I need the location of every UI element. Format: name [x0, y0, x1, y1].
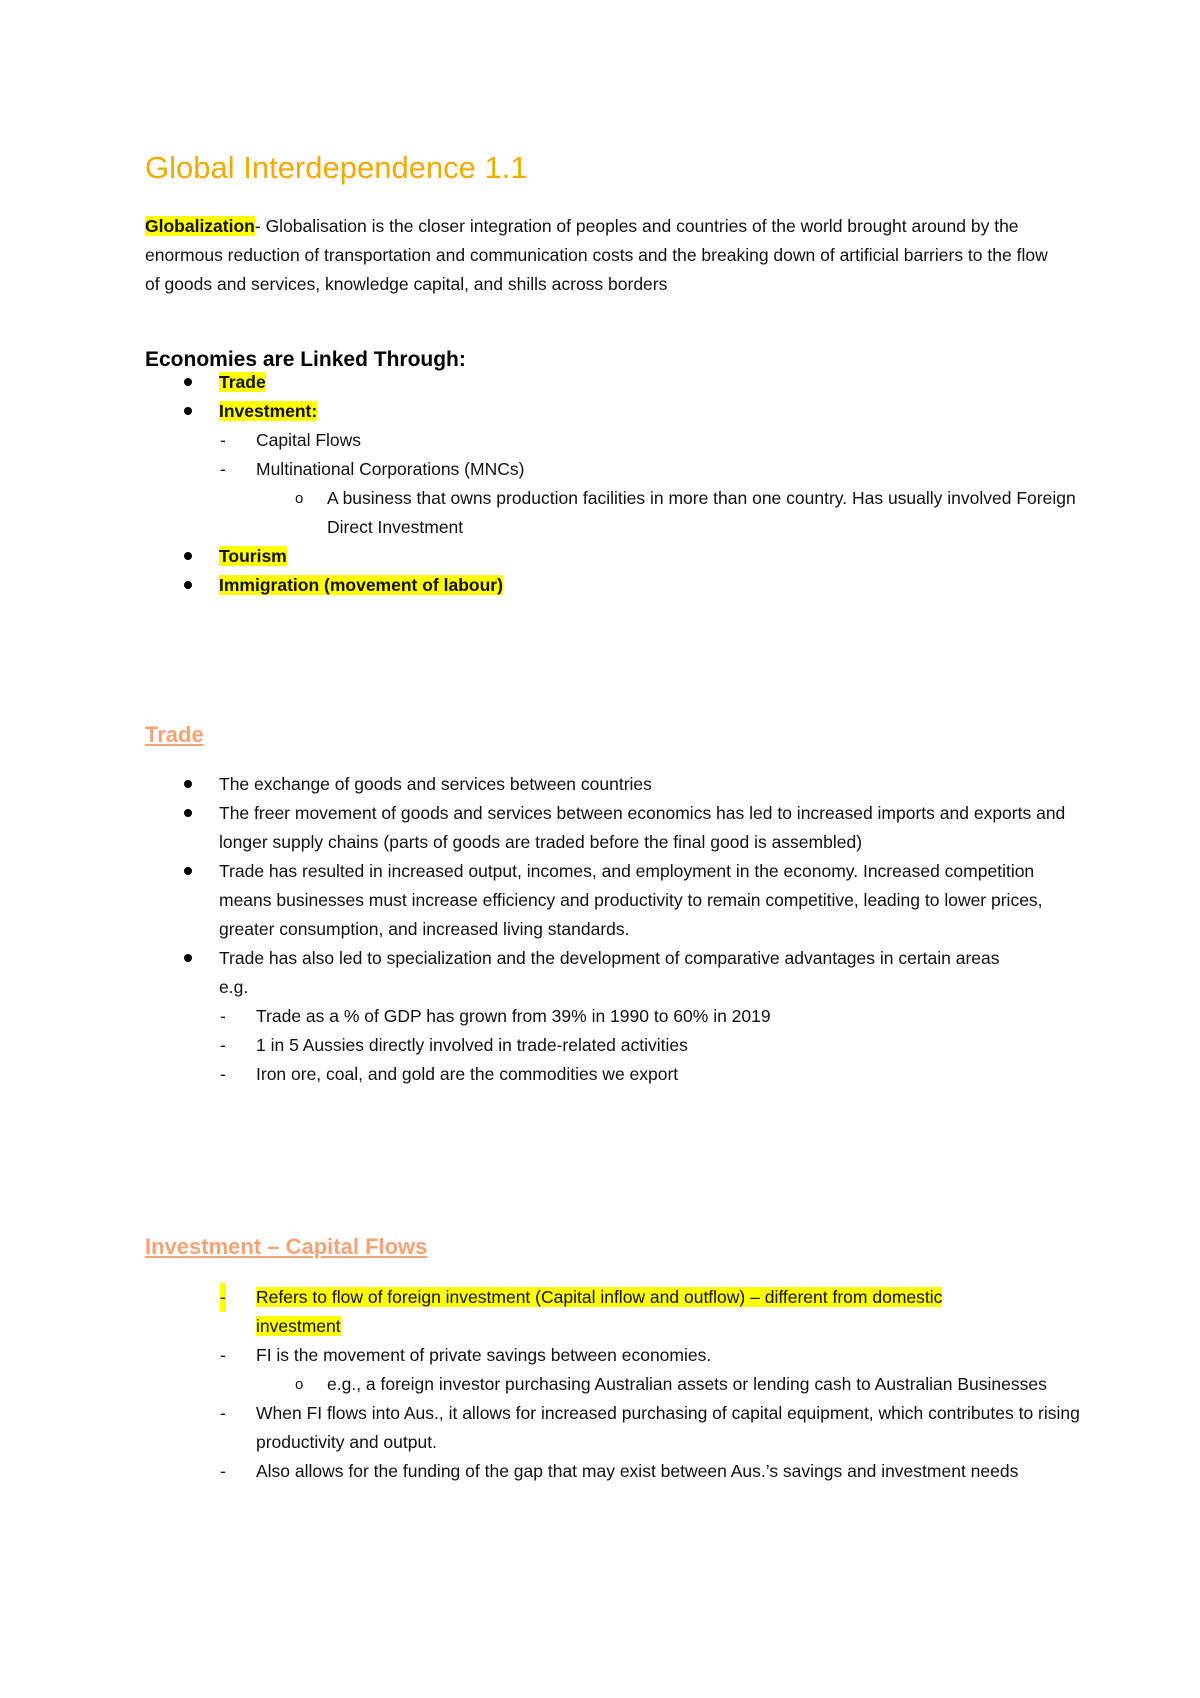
list-item — [145, 571, 1075, 600]
linked-item-mncs: Multinational Corporations (MNCs) — [256, 459, 525, 479]
list-item — [145, 1457, 1036, 1486]
investment-item: Refers to flow of foreign investment (Capital inflow and outflow) – different from domestic investment — [256, 1287, 943, 1336]
dash-marker: - — [220, 1283, 226, 1312]
trade-bullet: The freer movement of goods and services between economics has led to increased imports and exports and longer supply chains (parts of goods are traded before the final good is assembled) — [219, 803, 1066, 852]
dash-marker: - — [220, 1006, 226, 1026]
trade-bullet: The exchange of goods and services between countries — [219, 774, 652, 794]
list-item — [145, 368, 1075, 397]
bullet-icon — [184, 809, 192, 817]
trade-list — [145, 770, 1075, 1089]
list-item — [145, 1370, 1107, 1399]
dash-marker: - — [220, 430, 226, 450]
circle-marker: o — [295, 490, 304, 507]
investment-item: Also allows for the funding of the gap that may exist between Aus.’s savings and investment needs — [256, 1461, 1019, 1481]
list-item — [145, 1060, 1075, 1089]
list-item — [145, 1031, 1075, 1060]
dash-marker: - — [220, 459, 226, 479]
list-item — [145, 455, 1075, 484]
investment-list — [145, 1283, 1080, 1486]
eg-label: e.g. — [219, 977, 249, 997]
globalization-text: - Globalisation is the closer integration of peoples and countries of the world brought around by the enormous reduction of transportation and communication costs and the breaking down of artificial barriers to the flow of goods and services, knowledge capital, and shills across borders — [145, 216, 1048, 294]
list-item — [145, 426, 1075, 455]
page-title: Global Interdependence 1.1 — [145, 150, 528, 185]
globalization-term: Globalization — [145, 216, 255, 236]
dash-marker: - — [220, 1403, 226, 1423]
bullet-icon — [184, 407, 192, 415]
trade-example: 1 in 5 Aussies directly involved in trade-related activities — [256, 1035, 688, 1055]
linked-item-immigration: Immigration (movement of labour) — [219, 575, 503, 595]
linked-item-tourism: Tourism — [219, 546, 287, 566]
dash-marker: - — [220, 1345, 226, 1365]
bullet-icon — [184, 954, 192, 962]
bullet-icon — [184, 780, 192, 788]
list-item — [145, 397, 1075, 426]
trade-bullet: Trade has resulted in increased output, incomes, and employment in the economy. Increased competition means businesses must increase efficiency and productivity to remain competitive, leading to lower prices, greater consumption, and increased living standards. — [219, 861, 1043, 939]
list-item — [145, 799, 1075, 857]
trade-heading: Trade — [145, 722, 204, 747]
list-item — [145, 484, 1107, 542]
list-item — [145, 1341, 1075, 1370]
linked-item-investment: Investment: — [219, 401, 318, 421]
linked-item-mnc-definition: A business that owns production facilities in more than one country. Has usually involved Foreign Direct Investment — [327, 488, 1076, 537]
trade-example: Trade as a % of GDP has grown from 39% in 1990 to 60% in 2019 — [256, 1006, 771, 1026]
investment-item: FI is the movement of private savings between economies. — [256, 1345, 712, 1365]
bullet-icon — [184, 552, 192, 560]
dash-marker: - — [220, 1064, 226, 1084]
investment-heading: Investment – Capital Flows — [145, 1234, 428, 1259]
list-item — [145, 944, 1009, 973]
list-item — [145, 1399, 1086, 1457]
list-item — [145, 1002, 1075, 1031]
list-item — [145, 542, 1075, 571]
investment-example: e.g., a foreign investor purchasing Australian assets or lending cash to Australian Businesses — [327, 1374, 1047, 1394]
circle-marker: o — [295, 1376, 304, 1393]
list-item — [145, 770, 1075, 799]
list-item — [145, 857, 1075, 944]
trade-bullet: Trade has also led to specialization and the development of comparative advantages in certain areas — [219, 948, 1000, 968]
linked-heading: Economies are Linked Through: — [145, 348, 466, 371]
bullet-icon — [184, 867, 192, 875]
linked-list — [145, 368, 1075, 600]
bullet-icon — [184, 581, 192, 589]
bullet-icon — [184, 378, 192, 386]
globalization-definition — [145, 212, 1065, 299]
investment-item: When FI flows into Aus., it allows for increased purchasing of capital equipment, which contributes to rising productivity and output. — [256, 1403, 1080, 1452]
linked-item-capital-flows: Capital Flows — [256, 430, 362, 450]
trade-example: Iron ore, coal, and gold are the commodities we export — [256, 1064, 679, 1084]
linked-item-trade: Trade — [219, 372, 266, 392]
dash-marker: - — [220, 1461, 226, 1481]
dash-marker: - — [220, 1035, 226, 1055]
list-item — [145, 1283, 1016, 1341]
